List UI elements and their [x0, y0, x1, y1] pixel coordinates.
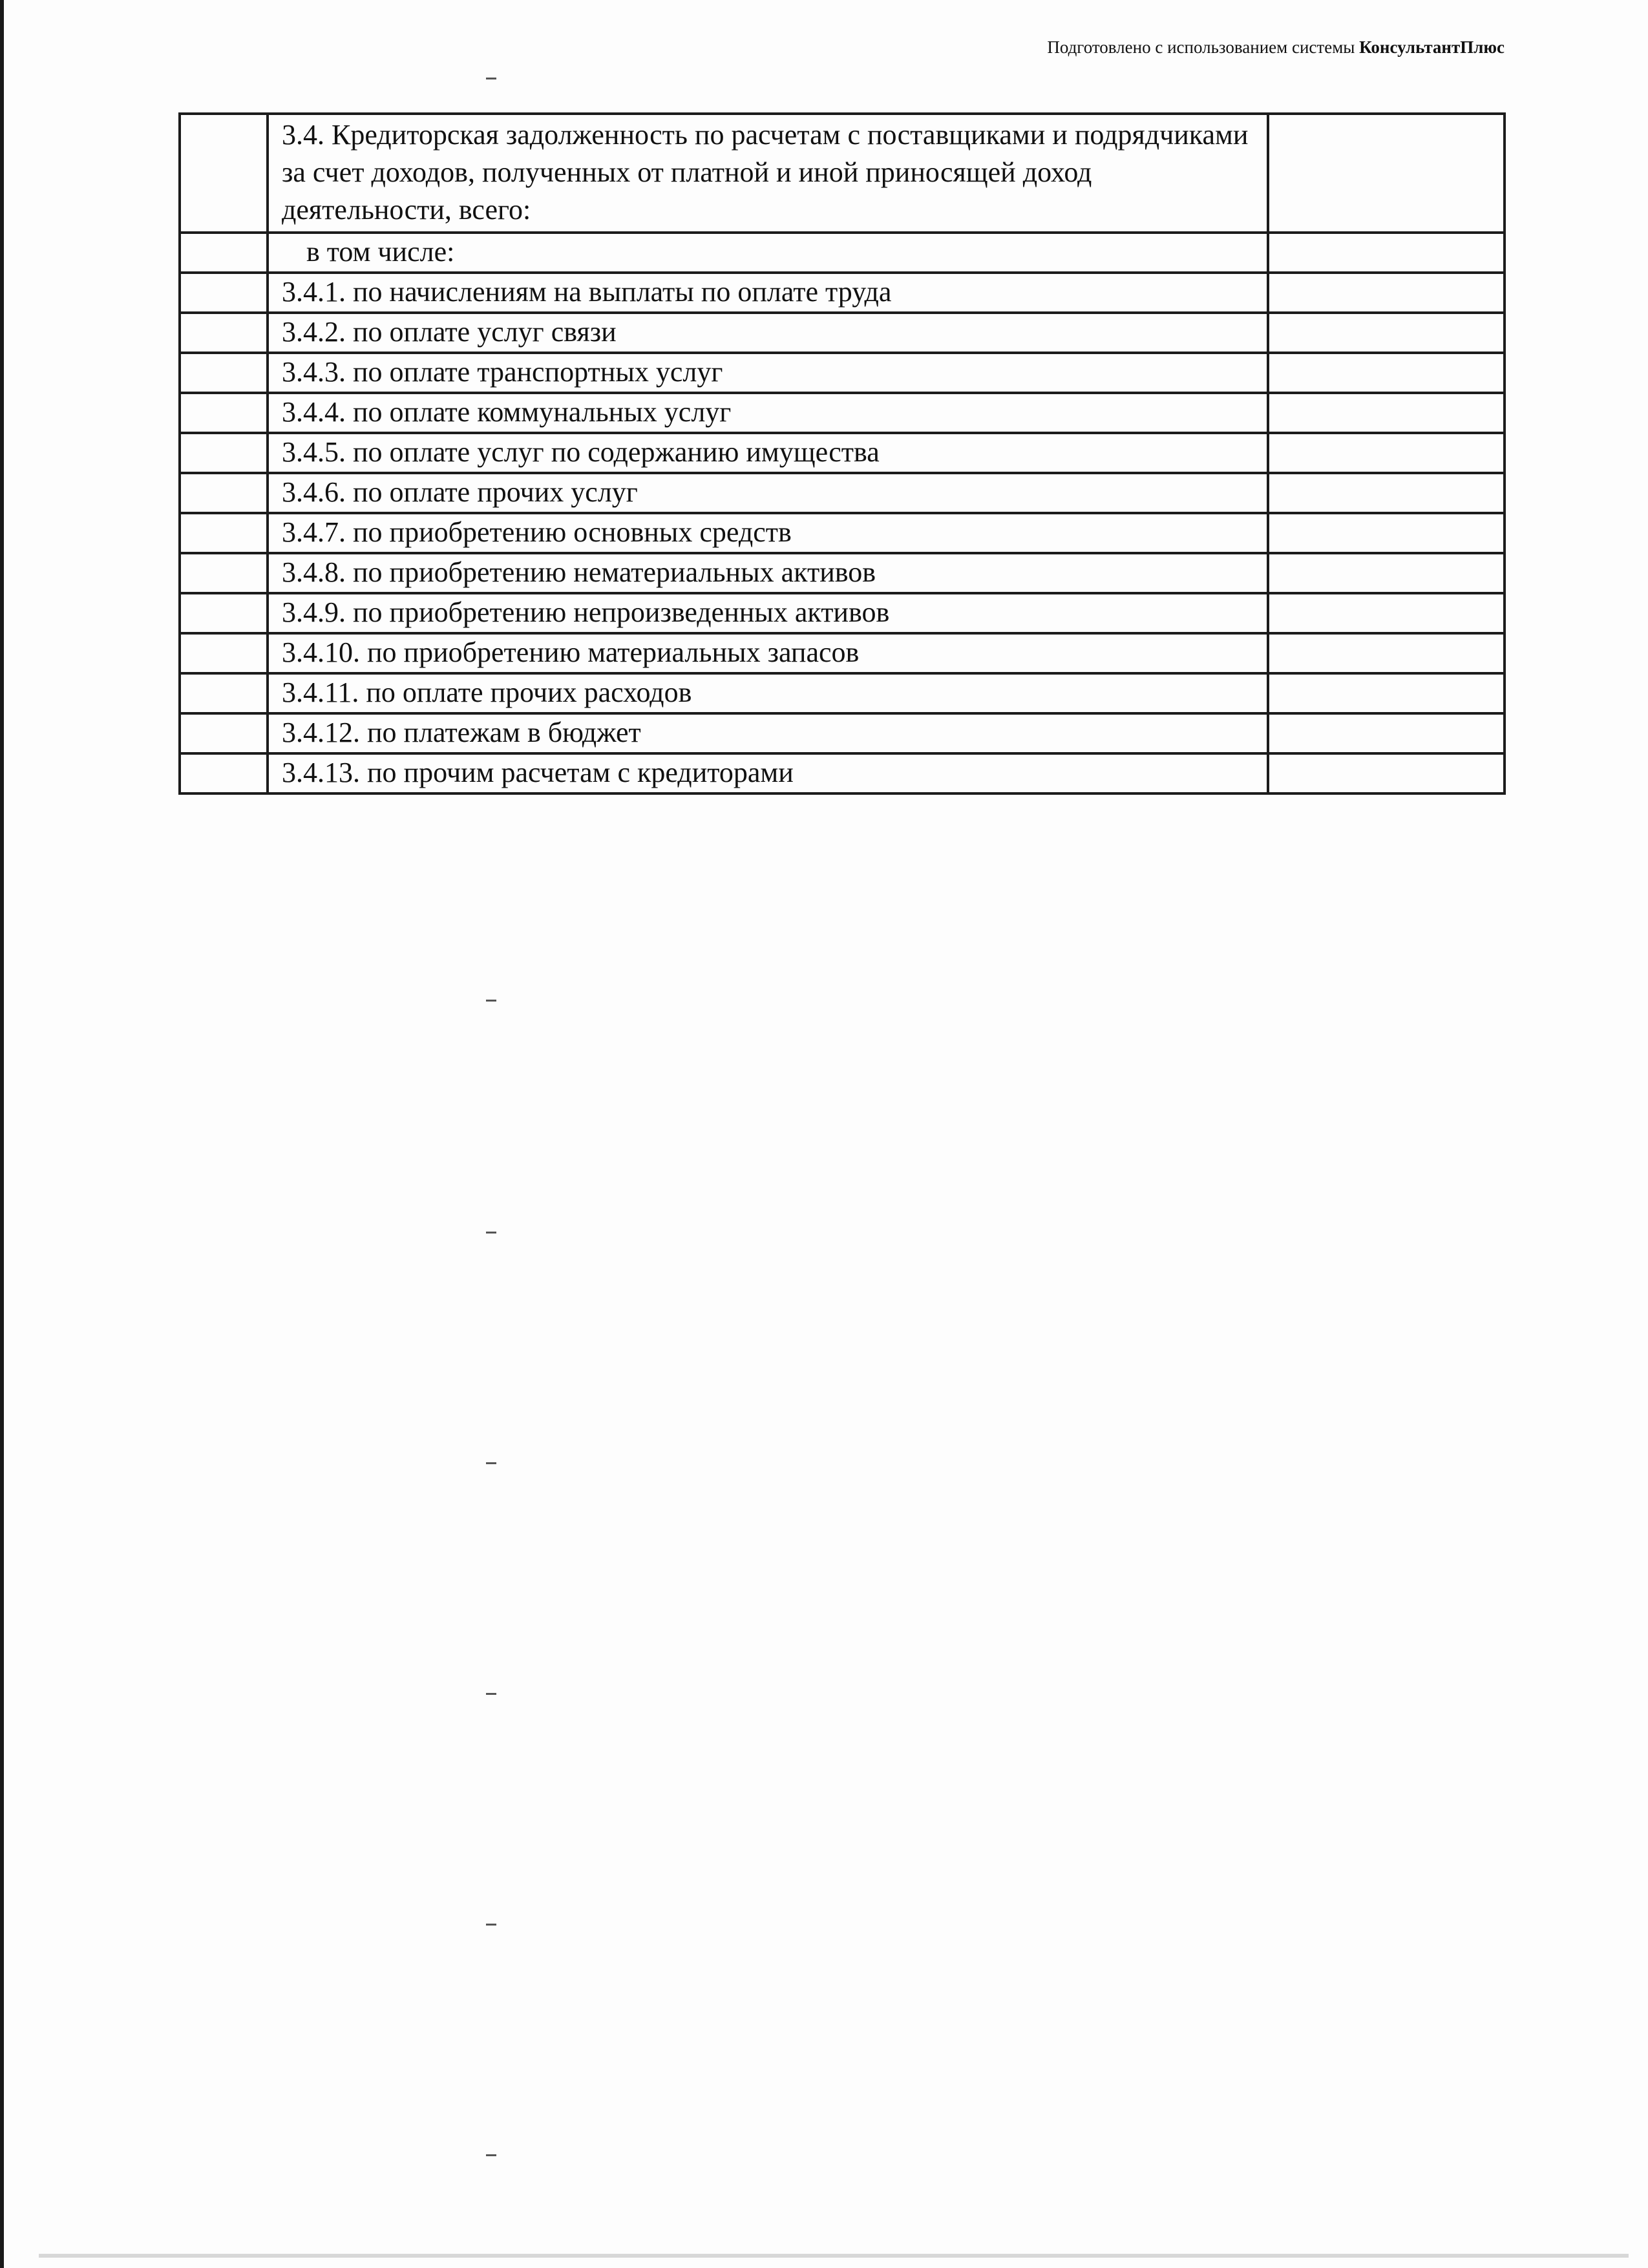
row-value-cell	[1268, 553, 1505, 593]
row-value-cell	[1268, 513, 1505, 553]
source-note-brand: КонсультантПлюс	[1359, 37, 1505, 57]
table-row	[180, 313, 1505, 353]
row-number-cell	[180, 673, 268, 713]
row-value-cell	[1268, 713, 1505, 753]
row-number-cell	[180, 353, 268, 393]
row-label-including: в том числе:	[268, 233, 1268, 273]
scan-mark	[486, 1693, 496, 1695]
row-value-cell	[1268, 353, 1505, 393]
row-value-cell	[1268, 593, 1505, 633]
scan-mark	[486, 78, 496, 79]
scan-left-edge	[0, 0, 4, 2268]
table-row	[180, 353, 1505, 393]
row-label: 3.4.4. по оплате коммунальных услуг	[268, 393, 1268, 433]
row-label: 3.4.11. по оплате прочих расходов	[268, 673, 1268, 713]
row-number-cell	[180, 233, 268, 273]
row-label: 3.4.12. по платежам в бюджет	[268, 713, 1268, 753]
row-number-cell	[180, 713, 268, 753]
row-label: 3.4.1. по начислениям на выплаты по оплате труда	[268, 273, 1268, 313]
row-value-cell	[1268, 753, 1505, 793]
row-value-cell	[1268, 673, 1505, 713]
row-number-cell	[180, 393, 268, 433]
scan-mark	[486, 2154, 496, 2156]
row-value-cell	[1268, 633, 1505, 673]
table-row	[180, 473, 1505, 513]
row-label: 3.4.13. по прочим расчетам с кредиторами	[268, 753, 1268, 793]
row-value-cell	[1268, 433, 1505, 473]
row-value-cell	[1268, 473, 1505, 513]
row-value-cell	[1268, 233, 1505, 273]
row-number-cell	[180, 313, 268, 353]
table-row	[180, 114, 1505, 233]
row-number-cell	[180, 753, 268, 793]
row-label: 3.4.3. по оплате транспортных услуг	[268, 353, 1268, 393]
table-row	[180, 673, 1505, 713]
row-value-cell	[1268, 393, 1505, 433]
row-number-cell	[180, 273, 268, 313]
row-value-cell	[1268, 114, 1505, 233]
table-row	[180, 393, 1505, 433]
source-note	[1047, 37, 1505, 58]
table-row	[180, 433, 1505, 473]
row-value-cell	[1268, 313, 1505, 353]
row-number-cell	[180, 633, 268, 673]
scan-mark	[486, 1232, 496, 1234]
row-label: 3.4.10. по приобретению материальных запасов	[268, 633, 1268, 673]
source-note-prefix: Подготовлено с использованием системы	[1047, 37, 1360, 57]
row-number-cell	[180, 593, 268, 633]
row-label: 3.4.9. по приобретению непроизведенных активов	[268, 593, 1268, 633]
row-label: 3.4.6. по оплате прочих услуг	[268, 473, 1268, 513]
table-row	[180, 513, 1505, 553]
payables-table	[178, 112, 1506, 795]
row-label-total: 3.4. Кредиторская задолженность по расчетам с поставщиками и подрядчиками за счет доходов, полученных от платной и иной приносящей доход деятельности, всего:	[268, 114, 1268, 233]
table-row	[180, 593, 1505, 633]
row-label: 3.4.8. по приобретению нематериальных активов	[268, 553, 1268, 593]
row-number-cell	[180, 473, 268, 513]
table-row	[180, 633, 1505, 673]
row-number-cell	[180, 513, 268, 553]
scan-mark	[486, 1462, 496, 1464]
table-row	[180, 233, 1505, 273]
scan-bottom-edge	[39, 2254, 1629, 2258]
table-row	[180, 753, 1505, 793]
row-label: 3.4.5. по оплате услуг по содержанию имущества	[268, 433, 1268, 473]
scan-mark	[486, 1924, 496, 1926]
table-row	[180, 713, 1505, 753]
table-row	[180, 553, 1505, 593]
scan-mark	[486, 1000, 496, 1002]
row-number-cell	[180, 433, 268, 473]
row-label: 3.4.2. по оплате услуг связи	[268, 313, 1268, 353]
table-row	[180, 273, 1505, 313]
row-value-cell	[1268, 273, 1505, 313]
row-number-cell	[180, 553, 268, 593]
row-number-cell	[180, 114, 268, 233]
row-label: 3.4.7. по приобретению основных средств	[268, 513, 1268, 553]
